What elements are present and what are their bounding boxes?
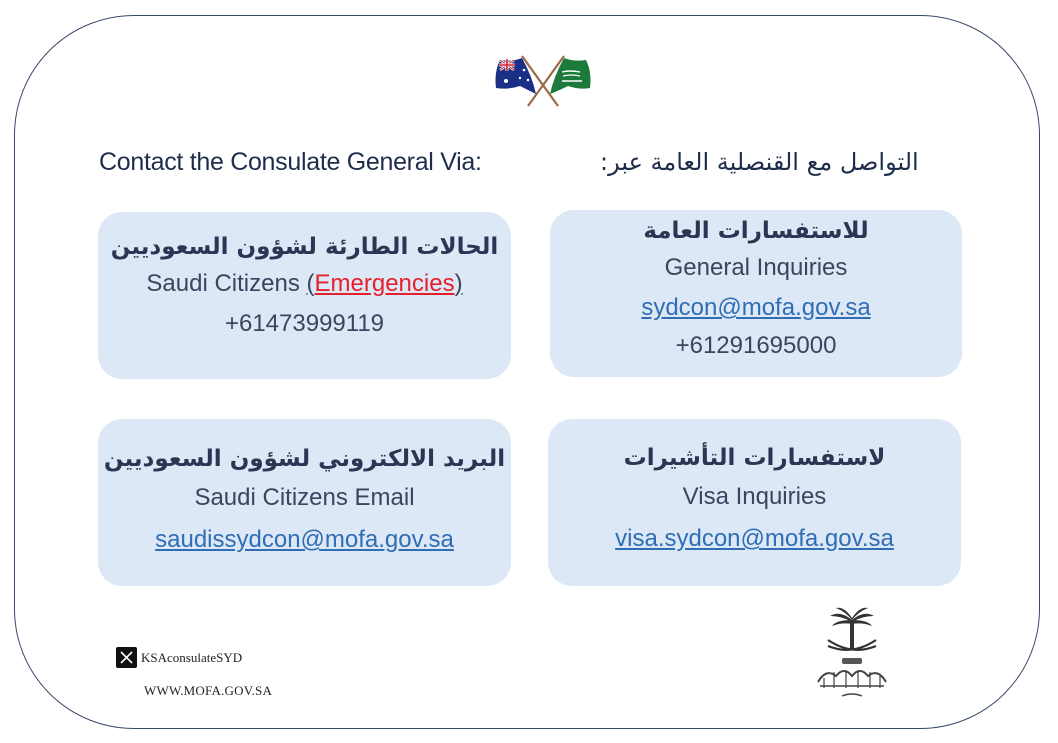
general-phone[interactable]: +61291695000 — [675, 332, 837, 359]
citizens-email-label: Saudi Citizens Email — [194, 484, 415, 511]
heading-arabic: التواصل مع القنصلية العامة عبر: — [600, 148, 919, 176]
crossed-flags-icon — [492, 50, 594, 108]
emergency-paren-close: ) — [454, 270, 463, 297]
emergency-label-prefix: Saudi Citizens — [146, 270, 307, 297]
website-link[interactable]: WWW.MOFA.GOV.SA — [144, 683, 273, 698]
emergency-card — [98, 212, 511, 379]
visa-label: Visa Inquiries — [682, 483, 827, 510]
emergency-highlight: Emergencies — [314, 270, 455, 297]
visa-inquiries-card — [548, 419, 961, 586]
emergency-paren-open: ( — [306, 270, 315, 297]
general-email-link[interactable]: sydcon@mofa.gov.sa — [641, 294, 871, 321]
citizens-email-link[interactable]: saudissydcon@mofa.gov.sa — [155, 526, 454, 553]
general-inquiries-card — [550, 210, 962, 377]
emergency-phone[interactable]: +61473999119 — [224, 310, 385, 337]
emergency-arabic-title: الحالات الطارئة لشؤون السعوديين — [110, 234, 499, 260]
visa-arabic-title: لاستفسارات التأشيرات — [623, 445, 886, 471]
general-arabic-title: للاستفسارات العامة — [643, 218, 869, 244]
citizens-email-arabic-title: البريد الالكتروني لشؤون السعوديين — [103, 446, 506, 472]
x-logo-icon — [116, 647, 137, 668]
social-handle[interactable]: KSAconsulateSYD — [141, 649, 243, 665]
visa-email-link[interactable]: visa.sydcon@mofa.gov.sa — [615, 525, 894, 552]
emergency-label — [98, 270, 511, 298]
saudi-emblem-icon — [812, 606, 892, 706]
citizens-email-card — [98, 419, 511, 586]
heading-english: Contact the Consulate General Via: — [99, 148, 482, 176]
general-label: General Inquiries — [664, 254, 848, 281]
social-handle-row[interactable] — [116, 647, 242, 668]
